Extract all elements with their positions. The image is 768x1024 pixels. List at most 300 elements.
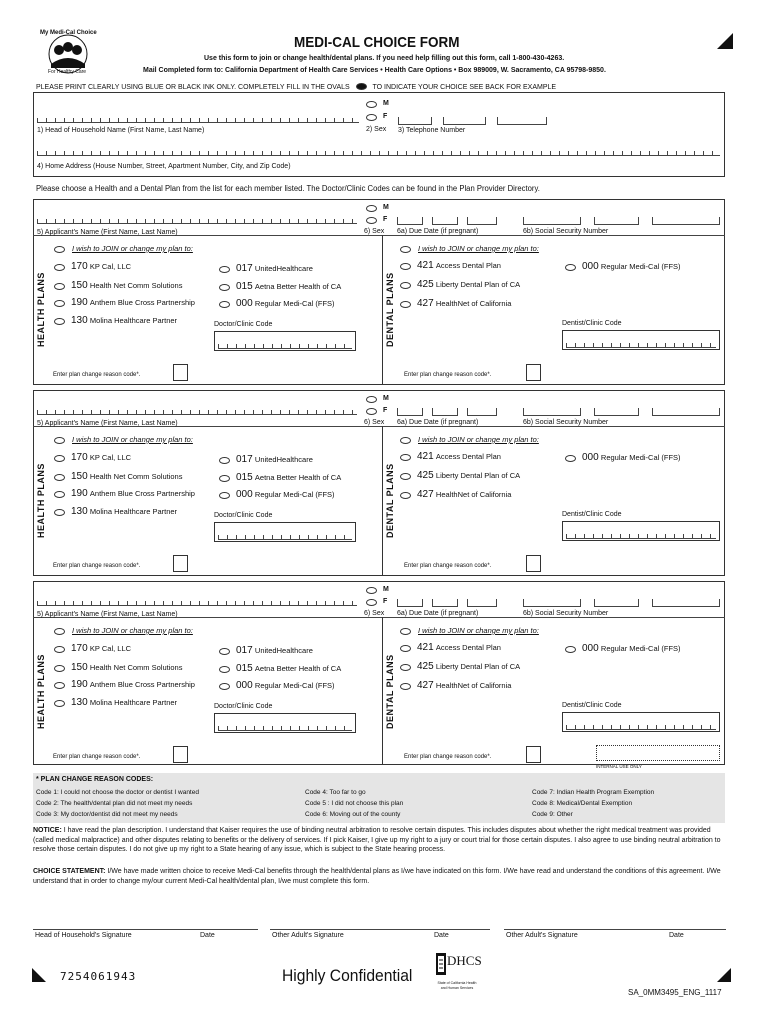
header-line-2: Mail Completed form to: California Department of Health Care Services • Health Care Options • Box 989009, W. Sacramento, CA 95798-9850. [143,67,606,74]
applicant-3-sex-m-label: M [383,586,389,593]
applicant-3-ssn-label: 6b) Social Security Number [523,610,609,617]
applicant-2-dental-reason-label: Enter plan change reason code*. [404,563,492,569]
plan-code: 425 [417,661,434,672]
plan-code: 170 [71,452,88,463]
plan-name: HealthNet of California [435,490,512,499]
notice-text: I have read the plan description. I understand that Kaiser requires the use of binding neutral arbitration to resolve certain disputes. This includes disputes about whether the right medical treatment was provided (called medical malpractice) and other disputes relating to benefits or the delivery of services. If I pick Kaiser, I give up my right to a jury or court trial for those certain disputes. I also agree to use binding neutral arbitration to resolve those certain disputes. I do not give up my right to a State hearing of any issue, which is subject to the State hearing process. [33,827,721,853]
dental-join-label: I wish to JOIN or change my plan to: [418,244,539,253]
barcode-number: 7254061943 [60,970,137,983]
applicant-2-health-join-text [72,435,193,444]
applicant-3-sex-f-oval[interactable] [366,599,377,606]
applicant-1-health-col2-option-2-oval[interactable] [219,301,230,308]
applicant-3-dental-reason-label: Enter plan change reason code*. [404,754,492,760]
applicant-3-ssn-part2-field[interactable] [594,599,639,607]
header-line-1: Use this form to join or change health/dental plans. If you need help filling out this form, call 1-800-430-4263. [204,55,565,62]
filled-oval-example-icon [356,83,367,90]
plan-name: Health Net Comm Solutions [89,281,183,290]
health-join-label: I wish to JOIN or change my plan to: [72,626,193,635]
tick-marks [566,725,716,730]
plan-code: 170 [71,261,88,272]
applicant-2-sex-label: 6) Sex [364,419,385,426]
applicant-1-due-date-label: 6a) Due Date (if pregnant) [397,228,479,235]
dhcs-subtitle: State of California Health and Human Services [437,981,477,990]
applicant-2-health-col1-option-3-oval[interactable] [54,509,65,516]
applicant-2-ssn-part3-field[interactable] [652,408,720,416]
applicant-3-dental-col1-option-2-oval[interactable] [400,683,411,690]
plan-code: 130 [71,315,88,326]
other-adult-2-signature-label: Other Adult's Signature [506,932,578,939]
plan-code: 130 [71,697,88,708]
applicant-3-doctor-code-label: Doctor/Clinic Code [214,703,273,710]
applicant-1-health-plans-label: HEALTH PLANS [36,272,46,347]
applicant-1-health-col1-option-0-oval[interactable] [54,264,65,271]
household-sex-f-oval[interactable] [366,114,377,121]
plan-name: Liberty Dental Plan of CA [435,662,521,671]
applicant-2-health-col1-option-0 [71,452,131,463]
applicant-2-sex-f-oval[interactable] [366,408,377,415]
applicant-2-health-col1-option-1 [71,471,182,482]
applicant-2-dental-col1-option-0 [417,451,501,462]
registration-mark-top-right [717,33,733,49]
applicant-2-due-day-field[interactable] [432,408,458,416]
applicant-3-due-day-field[interactable] [432,599,458,607]
applicant-3-dentist-code-field[interactable] [562,712,720,732]
applicant-2-dental-reason-box[interactable] [526,555,541,572]
medi-cal-logo [34,30,102,76]
applicant-1-dentist-code-field[interactable] [562,330,720,350]
choice-statement-paragraph [33,867,725,886]
applicant-1-sex-label: 6) Sex [364,228,385,235]
applicant-2-dental-col2-option-0 [582,452,681,463]
applicant-1-dental-col2-option-0-oval[interactable] [565,264,576,271]
plan-name: UnitedHealthcare [254,264,313,273]
applicant-3-health-col2-option-0 [236,645,313,656]
plan-name: KP Cal, LLC [89,453,132,462]
applicant-1-sex-m-label: M [383,204,389,211]
reason-code-item: Code 2: The health/dental plan did not meet my needs [36,800,193,807]
form-title: MEDI-CAL CHOICE FORM [294,34,460,51]
notice-paragraph [33,826,725,855]
logo-top-text: My Medi-Cal Choice [40,30,97,36]
applicant-3-dental-plans-label: DENTAL PLANS [385,654,395,729]
applicant-2-doctor-code-field[interactable] [214,522,356,542]
hoh-signature-label: Head of Household's Signature [35,932,132,939]
instructions-text [36,82,556,92]
home-address-label: 4) Home Address (House Number, Street, Apartment Number, City, and Zip Code) [37,163,291,170]
plan-code: 421 [417,642,434,653]
applicant-3-name-label: 5) Applicant's Name (First Name, Last Name) [37,611,178,618]
applicant-3-due-date-label: 6a) Due Date (if pregnant) [397,610,479,617]
reason-codes-column-3 [532,787,654,820]
applicant-1-doctor-code-field[interactable] [214,331,356,351]
applicant-2-dental-col1-option-1-oval[interactable] [400,473,411,480]
other-adult-2-date-label: Date [669,932,684,939]
applicant-1-health-reason-label: Enter plan change reason code*. [53,372,141,378]
plan-code: 000 [236,680,253,691]
applicant-2-dental-col1-option-2-oval[interactable] [400,492,411,499]
tick-marks [218,344,352,349]
plan-code: 427 [417,489,434,500]
plan-code: 015 [236,663,253,674]
applicant-1-health-col2-option-2 [236,298,335,309]
applicant-1-dental-plans-label: DENTAL PLANS [385,272,395,347]
applicant-2-health-plans-label: HEALTH PLANS [36,463,46,538]
applicant-1-ssn-part2-field[interactable] [594,217,639,225]
household-sex-m-label: M [383,100,389,107]
hoh-signature-line[interactable] [33,929,258,930]
registration-mark-bottom-right [717,968,731,982]
applicant-1-sex-f-oval[interactable] [366,217,377,224]
plan-name: Aetna Better Health of CA [254,282,342,291]
applicant-2-name-label: 5) Applicant's Name (First Name, Last Name) [37,420,178,427]
applicant-1-dental-reason-box[interactable] [526,364,541,381]
dental-join-label: I wish to JOIN or change my plan to: [418,626,539,635]
applicant-3-health-col1-option-0 [71,643,131,654]
applicant-3-health-col1-option-3-oval[interactable] [54,700,65,707]
plan-name: Health Net Comm Solutions [89,663,183,672]
applicant-3-health-reason-box[interactable] [173,746,188,763]
applicant-2-ssn-part1-field[interactable] [523,408,581,416]
applicant-3-dental-col1-option-1-oval[interactable] [400,664,411,671]
reason-code-item: Code 6: Moving out of the county [305,811,401,818]
applicant-1-ssn-part3-field[interactable] [652,217,720,225]
applicant-1-health-col1-option-2 [71,297,195,308]
applicant-2-name-field[interactable] [37,410,357,415]
applicant-1-dental-col1-option-1 [417,279,520,290]
plan-code: 017 [236,645,253,656]
applicant-2-health-col2-option-2-oval[interactable] [219,492,230,499]
plan-name: Aetna Better Health of CA [254,664,342,673]
dhcs-logo [433,950,481,1006]
applicant-3-health-col2-option-1-oval[interactable] [219,666,230,673]
applicant-2-due-month-field[interactable] [397,408,423,416]
household-name-field[interactable] [37,118,359,123]
reason-code-item: Code 1: I could not choose the doctor or dentist I wanted [36,789,199,796]
applicant-3-dental-col2-option-0-oval[interactable] [565,646,576,653]
plan-name: HealthNet of California [435,299,512,308]
applicant-2-ssn-label: 6b) Social Security Number [523,419,609,426]
applicant-3-name-field[interactable] [37,601,357,606]
applicant-1-ssn-part1-field[interactable] [523,217,581,225]
tick-marks [566,534,716,539]
plan-code: 190 [71,679,88,690]
applicant-3-section [33,581,725,765]
applicant-3-health-join-text [72,626,193,635]
plan-name: Health Net Comm Solutions [89,472,183,481]
applicant-3-health-col2-option-1 [236,663,341,674]
other-adult-2-signature-line[interactable] [504,929,726,930]
notice-label: NOTICE: [33,827,62,834]
health-join-label: I wish to JOIN or change my plan to: [72,435,193,444]
plan-name: Regular Medi-Cal (FFS) [600,453,681,462]
applicant-2-health-col2-option-1 [236,472,341,483]
tick-marks [218,535,352,540]
applicant-2-health-col2-option-0-oval[interactable] [219,457,230,464]
plan-name: Regular Medi-Cal (FFS) [600,262,681,271]
plan-name: Regular Medi-Cal (FFS) [600,644,681,653]
applicant-2-due-year-field[interactable] [467,408,497,416]
phone-area-code-field[interactable] [398,117,432,125]
applicant-2-health-col1-option-0-oval[interactable] [54,455,65,462]
reason-codes-title: * PLAN CHANGE REASON CODES: [36,776,154,783]
reason-codes-column-1 [36,787,199,820]
applicant-3-health-col1-option-0-oval[interactable] [54,646,65,653]
reason-code-item: Code 7: Indian Health Program Exemption [532,789,655,796]
applicant-1-name-field[interactable] [37,219,357,224]
internal-use-box [596,745,720,761]
plan-name: Anthem Blue Cross Partnership [89,680,195,689]
other-adult-1-signature-line[interactable] [270,929,490,930]
other-adult-1-signature-label: Other Adult's Signature [272,932,344,939]
household-name-label: 1) Head of Household Name (First Name, Last Name) [37,127,205,134]
plan-code: 425 [417,470,434,481]
applicant-1-health-join-oval[interactable] [54,246,65,253]
internal-use-only-label: INTERNAL USE ONLY [596,764,642,769]
applicant-1-section [33,199,725,385]
applicant-2-dental-plans-label: DENTAL PLANS [385,463,395,538]
instructions-part-a: PLEASE PRINT CLEARLY USING BLUE OR BLACK INK ONLY. COMPLETELY FILL IN THE OVALS [36,84,350,91]
applicant-1-doctor-code-label: Doctor/Clinic Code [214,321,273,328]
plan-code: 427 [417,680,434,691]
reason-code-item: Code 8: Medical/Dental Exemption [532,800,633,807]
applicant-1-health-col1-option-3-oval[interactable] [54,318,65,325]
plan-code: 000 [582,261,599,272]
hoh-date-label: Date [200,932,215,939]
plan-name: Access Dental Plan [435,261,501,270]
applicant-1-dental-col1-option-1-oval[interactable] [400,282,411,289]
plan-code: 017 [236,263,253,274]
applicant-2-health-reason-label: Enter plan change reason code*. [53,563,141,569]
applicant-1-dentist-code-label: Dentist/Clinic Code [562,320,622,327]
applicant-2-dental-col1-option-2 [417,489,511,500]
applicant-1-dental-reason-label: Enter plan change reason code*. [404,372,492,378]
applicant-2-health-col2-option-2 [236,489,335,500]
plan-code: 421 [417,260,434,271]
applicant-1-health-col2-option-0 [236,263,313,274]
applicant-3-doctor-code-field[interactable] [214,713,356,733]
plan-name: KP Cal, LLC [89,262,132,271]
household-sex-label: 2) Sex [366,126,387,133]
applicant-1-dental-col1-option-0-oval[interactable] [400,263,411,270]
applicant-2-sex-f-label: F [383,407,388,414]
applicant-3-due-year-field[interactable] [467,599,497,607]
plan-name: Aetna Better Health of CA [254,473,342,482]
applicant-3-health-col1-option-2-oval[interactable] [54,682,65,689]
applicant-3-dental-col2-option-0 [582,643,681,654]
instructions-part-b: TO INDICATE YOUR CHOICE SEE BACK FOR EXAMPLE [372,84,557,91]
logo-bottom-text: For Healthy Care [48,69,87,75]
applicant-1-health-col2-option-1 [236,281,341,292]
applicant-2-health-col2-option-0 [236,454,313,465]
reason-code-item: Code 3: My doctor/dentist did not meet my needs [36,811,178,818]
phone-label: 3) Telephone Number [398,127,466,134]
registration-mark-bottom-left [32,968,46,982]
plan-code: 150 [71,280,88,291]
applicant-1-health-col2-option-0-oval[interactable] [219,266,230,273]
applicant-3-dentist-code-label: Dentist/Clinic Code [562,702,622,709]
plan-code: 170 [71,643,88,654]
applicant-1-due-day-field[interactable] [432,217,458,225]
choose-instruction: Please choose a Health and a Dental Plan from the list for each member listed. The Doctor/Clinic Codes can be found in the Plan Provider Directory. [36,184,540,193]
applicant-1-due-year-field[interactable] [467,217,497,225]
applicant-1-sex-f-label: F [383,216,388,223]
applicant-2-health-col1-option-2-oval[interactable] [54,491,65,498]
applicant-2-column-divider [382,426,383,576]
applicant-1-dental-col2-option-0 [582,261,681,272]
applicant-2-dentist-code-field[interactable] [562,521,720,541]
plan-name: HealthNet of California [435,681,512,690]
plan-name: Liberty Dental Plan of CA [435,471,521,480]
applicant-2-health-col1-option-1-oval[interactable] [54,474,65,481]
applicant-3-health-reason-label: Enter plan change reason code*. [53,754,141,760]
plan-name: Molina Healthcare Partner [89,698,178,707]
applicant-1-health-col1-option-0 [71,261,131,272]
applicant-1-ssn-label: 6b) Social Security Number [523,228,609,235]
plan-name: Liberty Dental Plan of CA [435,280,521,289]
plan-name: Molina Healthcare Partner [89,507,178,516]
applicant-2-dental-col1-option-1 [417,470,520,481]
tick-marks [566,343,716,348]
applicant-3-ssn-part3-field[interactable] [652,599,720,607]
applicant-3-sex-label: 6) Sex [364,610,385,617]
applicant-3-dental-join-text [418,626,539,635]
phone-line-field[interactable] [497,117,547,125]
applicant-1-due-month-field[interactable] [397,217,423,225]
applicant-3-health-col1-option-1 [71,662,182,673]
applicant-3-ssn-part1-field[interactable] [523,599,581,607]
tick-marks [218,726,352,731]
applicant-3-dental-join-oval[interactable] [400,628,411,635]
applicant-1-health-col1-option-2-oval[interactable] [54,300,65,307]
choice-statement-label: CHOICE STATEMENT: [33,868,106,875]
applicant-1-dental-join-oval[interactable] [400,246,411,253]
applicant-3-dental-col1-option-2 [417,680,511,691]
plan-code: 000 [582,452,599,463]
applicant-2-health-col1-option-2 [71,488,195,499]
applicant-2-doctor-code-label: Doctor/Clinic Code [214,512,273,519]
choice-statement-text: I/We have made written choice to receive Medi-Cal benefits through the health/dental plans as I/we have indicated on this form. I/We have read and understand the conditions of this agreement. I/We understand that in order to change my/our current Medi-Cal health/dental plan, I/we must complete this form. [33,868,721,885]
applicant-1-health-reason-box[interactable] [173,364,188,381]
plan-name: Anthem Blue Cross Partnership [89,298,195,307]
applicant-1-health-col1-option-1 [71,280,182,291]
applicant-1-name-label: 5) Applicant's Name (First Name, Last Name) [37,229,178,236]
applicant-1-dental-join-text [418,244,539,253]
plan-name: Regular Medi-Cal (FFS) [254,299,335,308]
plan-name: UnitedHealthcare [254,646,313,655]
plan-name: UnitedHealthcare [254,455,313,464]
applicant-1-health-join-text [72,244,193,253]
health-join-label: I wish to JOIN or change my plan to: [72,244,193,253]
plan-name: Access Dental Plan [435,643,501,652]
applicant-2-sex-m-oval[interactable] [366,396,377,403]
applicant-2-section [33,390,725,576]
applicant-3-dental-col1-option-1 [417,661,520,672]
applicant-2-dental-join-oval[interactable] [400,437,411,444]
applicant-3-health-join-oval[interactable] [54,628,65,635]
applicant-1-sex-m-oval[interactable] [366,205,377,212]
reason-code-item: Code 4: Too far to go [305,789,366,796]
home-address-field[interactable] [37,151,720,156]
applicant-2-sex-m-label: M [383,395,389,402]
applicant-2-health-join-oval[interactable] [54,437,65,444]
plan-code: 150 [71,471,88,482]
plan-name: Regular Medi-Cal (FFS) [254,681,335,690]
applicant-3-health-col1-option-2 [71,679,195,690]
plan-code: 421 [417,451,434,462]
applicant-2-ssn-part2-field[interactable] [594,408,639,416]
applicant-3-sex-m-oval[interactable] [366,587,377,594]
plan-name: KP Cal, LLC [89,644,132,653]
applicant-3-due-month-field[interactable] [397,599,423,607]
plan-code: 000 [236,489,253,500]
applicant-3-health-plans-label: HEALTH PLANS [36,654,46,729]
applicant-1-dental-col1-option-0 [417,260,501,271]
plan-code: 017 [236,454,253,465]
applicant-3-dental-col1-option-0-oval[interactable] [400,645,411,652]
plan-name: Molina Healthcare Partner [89,316,178,325]
applicant-1-column-divider [382,235,383,385]
applicant-1-dental-col1-option-2 [417,298,511,309]
applicant-1-dental-col1-option-2-oval[interactable] [400,301,411,308]
household-sex-f-label: F [383,113,388,120]
plan-code: 015 [236,281,253,292]
reason-codes-column-2 [305,787,403,820]
applicant-2-dental-col1-option-0-oval[interactable] [400,454,411,461]
applicant-2-dental-col2-option-0-oval[interactable] [565,455,576,462]
highly-confidential-text: Highly Confidential [282,966,413,985]
applicant-1-health-col1-option-3 [71,315,177,326]
plan-code: 425 [417,279,434,290]
plan-code: 150 [71,662,88,673]
plan-code: 000 [582,643,599,654]
applicant-3-dental-reason-box[interactable] [526,746,541,763]
applicant-3-health-col1-option-1-oval[interactable] [54,665,65,672]
reason-code-item: Code 5 : I did not choose this plan [305,800,404,807]
applicant-3-health-col1-option-3 [71,697,177,708]
applicant-3-column-divider [382,617,383,765]
other-adult-1-date-label: Date [434,932,449,939]
applicant-2-dental-join-text [418,435,539,444]
dental-join-label: I wish to JOIN or change my plan to: [418,435,539,444]
reason-code-item: Code 9: Other [532,811,573,818]
applicant-1-health-col1-option-1-oval[interactable] [54,283,65,290]
plan-code: 190 [71,297,88,308]
plan-code: 015 [236,472,253,483]
plan-code: 190 [71,488,88,499]
plan-code: 427 [417,298,434,309]
applicant-3-health-col2-option-2-oval[interactable] [219,683,230,690]
applicant-2-health-col1-option-3 [71,506,177,517]
phone-prefix-field[interactable] [443,117,486,125]
applicant-2-dentist-code-label: Dentist/Clinic Code [562,511,622,518]
plan-code: 130 [71,506,88,517]
plan-code: 000 [236,298,253,309]
dhcs-text: DHCS [447,953,482,968]
plan-name: Anthem Blue Cross Partnership [89,489,195,498]
plan-name: Access Dental Plan [435,452,501,461]
applicant-2-due-date-label: 6a) Due Date (if pregnant) [397,419,479,426]
applicant-3-health-col2-option-2 [236,680,335,691]
household-sex-m-oval[interactable] [366,101,377,108]
applicant-1-health-col2-option-1-oval[interactable] [219,284,230,291]
plan-name: Regular Medi-Cal (FFS) [254,490,335,499]
applicant-2-health-col2-option-1-oval[interactable] [219,475,230,482]
applicant-3-sex-f-label: F [383,598,388,605]
applicant-2-health-reason-box[interactable] [173,555,188,572]
applicant-3-dental-col1-option-0 [417,642,501,653]
form-id: SA_0MM3495_ENG_1117 [628,988,722,997]
applicant-3-health-col2-option-0-oval[interactable] [219,648,230,655]
